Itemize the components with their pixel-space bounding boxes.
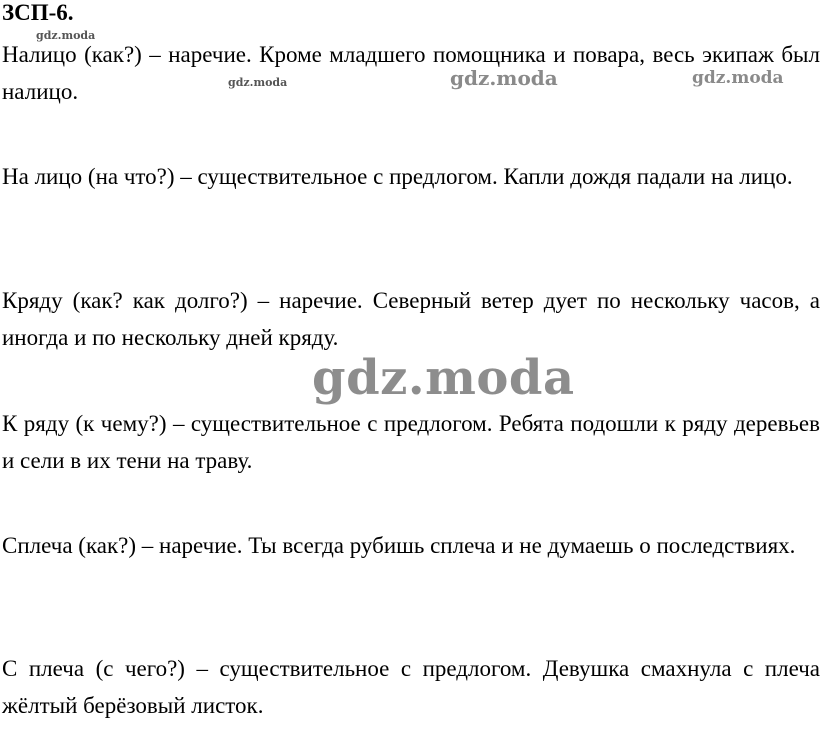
paragraph-na-litso: На лицо (на что?) – существительное с предлогом. Капли дождя падали на лицо.: [2, 164, 793, 189]
watermark-large: gdz.moda: [312, 350, 575, 406]
paragraph-s-plecha: С плеча (с чего?) – существительное с предлогом. Девушка смахнула с плеча жёлтый берёзовый листок.: [2, 656, 820, 718]
paragraph-nalitso: Налицо (как?) – наречие. Кроме младшего помощника и повара, весь экипаж был налицо.: [2, 42, 820, 104]
watermark-medium: gdz.moda: [692, 68, 784, 88]
watermark-medium: gdz.moda: [450, 66, 558, 90]
paragraph-kryadu: Кряду (как? как долго?) – наречие. Северный ветер дует по нескольку часов, а иногда и по нескольку дней кряду.: [2, 288, 820, 350]
paragraph-k-ryadu: К ряду (к чему?) – существительное с предлогом. Ребята подошли к ряду деревьев и сели в их тени на траву.: [2, 411, 820, 473]
exercise-title: ЗСП-6.: [2, 0, 74, 25]
watermark-small: gdz.moda: [36, 29, 96, 42]
watermark-small: gdz.moda: [228, 76, 288, 89]
paragraph-splecha: Сплеча (как?) – наречие. Ты всегда рубишь сплеча и не думаешь о последствиях.: [2, 533, 796, 558]
